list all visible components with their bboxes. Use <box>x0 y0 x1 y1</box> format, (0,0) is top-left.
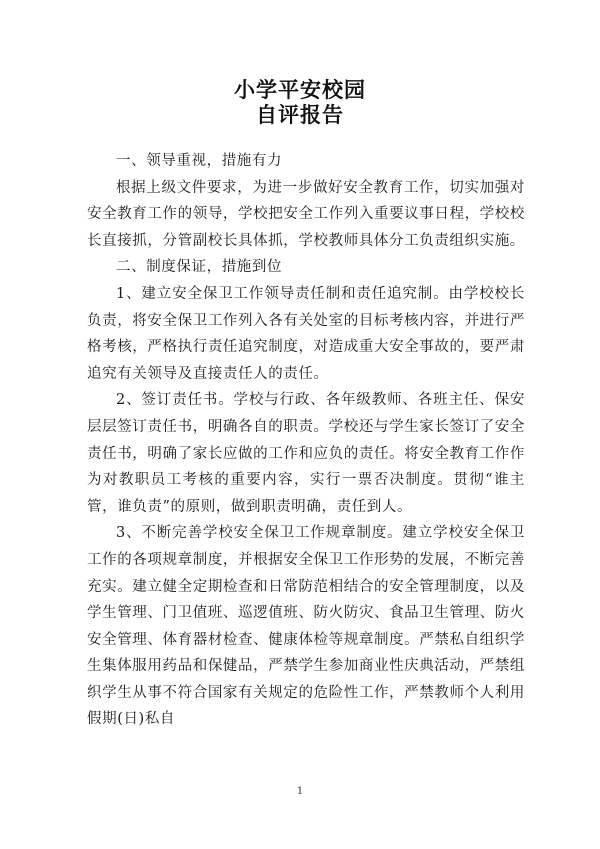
page-number: 1 <box>296 786 304 797</box>
paragraph-leadership: 根据上级文件要求，为进一步做好安全教育工作，切实加强对安全教育工作的领导，学校把安全工作列入重要议事日程，学校校长直接抓，分管副校长具体抓，学校教师具体分工负责组织实施。 <box>87 179 525 249</box>
section-heading-system: 二、制度保证，措施到位 <box>116 259 283 276</box>
paragraph-regulations: 3、不断完善学校安全保卫工作规章制度。建立学校安全保卫工作的各项规章制度，并根据安全保卫工作形势的发展，不断完善充实。建立健全定期检查和日常防范相结合的安全管理制度，以及学生管理、门卫值班、巡逻值班、防火防灾、食品卫生管理、防火安全管理、体育器材检查、健康体检等规章制度。严禁私自组织学生集体服用药品和保健品，严禁学生参加商业性庆典活动，严禁组织学生从事不符合国家有关规定的危险性工作，严禁教师个人利用假期(日)私自 <box>87 525 525 728</box>
document-title-line1: 小学平安校园 <box>234 78 366 102</box>
document-title-line2: 自评报告 <box>256 103 344 127</box>
section-heading-leadership: 一、领导重视，措施有力 <box>116 153 283 169</box>
paragraph-responsibility-letter: 2、签订责任书。学校与行政、各年级教师、各班主任、保安层层签订责任书，明确各自的职责。学校还与学生家长签订了安全责任书，明确了家长应做的工作和应负的责任。将安全教育工作作为对教职员工考核的重要内容，实行一票否决制度。贯彻“谁主管，谁负责”的原则，做到职责明确，责任到人。 <box>87 392 525 515</box>
document-body <box>87 148 525 733</box>
paragraph-responsibility-system: 1、建立安全保卫工作领导责任制和责任追究制。由学校校长负责，将安全保卫工作列入各有关处室的目标考核内容，并进行严格考核，严格执行责任追究制度，对造成重大安全事故的，要严肃追究有关领导及直接责任人的责任。 <box>87 285 525 382</box>
